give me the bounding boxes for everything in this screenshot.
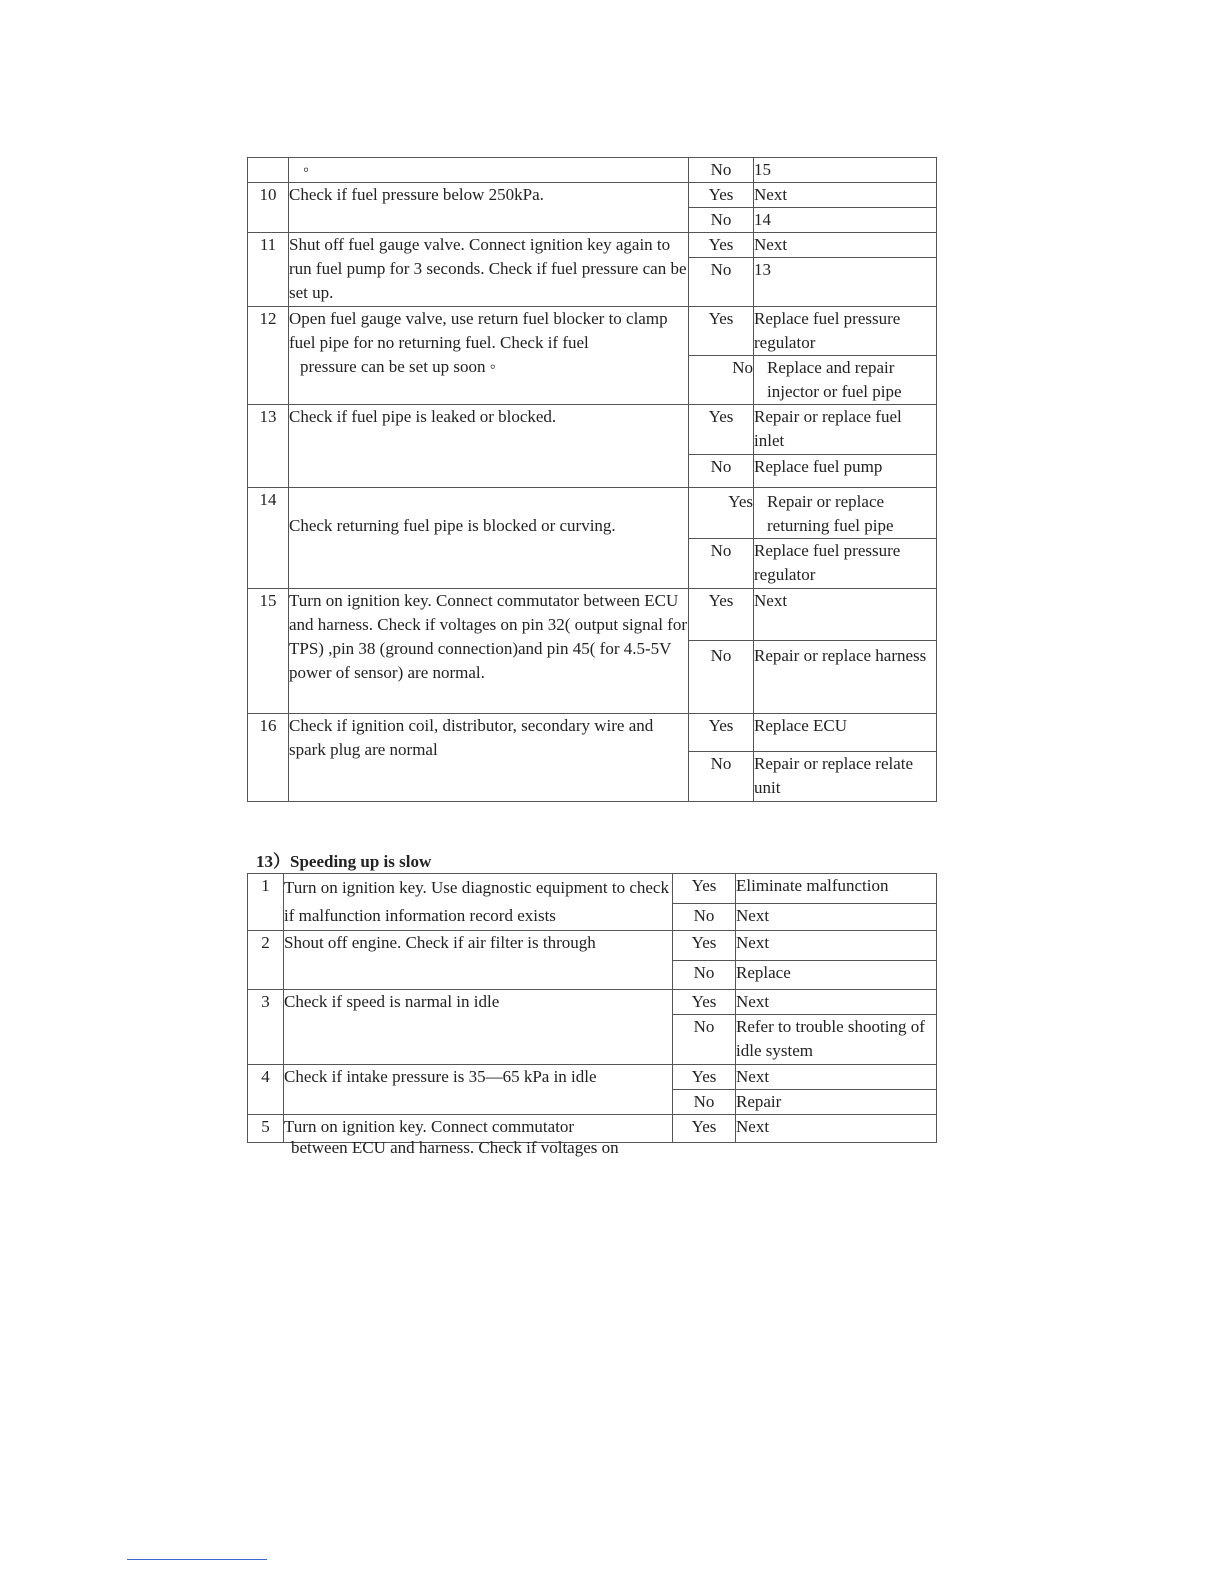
table-row	[248, 158, 937, 183]
step-description-line: Open fuel gauge valve, use return fuel blocker to clamp fuel pipe for no returning fuel. Check if fuel	[289, 309, 668, 352]
answer-label: No	[689, 455, 754, 488]
answer-label: No	[689, 752, 754, 802]
step-number: 14	[248, 488, 289, 589]
answer-result: Next	[736, 904, 937, 931]
answer-label: No	[689, 158, 754, 183]
answer-result: Repair or replace fuel inlet	[754, 405, 937, 455]
answer-label: Yes	[689, 183, 754, 208]
step-number: 13	[248, 405, 289, 488]
step-description	[289, 307, 689, 405]
answer-label: No	[673, 904, 736, 931]
answer-result: Refer to trouble shooting of idle system	[736, 1015, 937, 1065]
table-row	[248, 405, 937, 455]
step-description: Check returning fuel pipe is blocked or curving.	[289, 488, 689, 589]
answer-result: Next	[736, 1065, 937, 1090]
answer-label: No	[689, 208, 754, 233]
answer-label: No	[689, 356, 754, 405]
answer-result: Next	[754, 589, 937, 641]
answer-result: Replace fuel pump	[754, 455, 937, 488]
answer-label: Yes	[689, 488, 754, 539]
answer-result: Repair or replace returning fuel pipe	[754, 488, 937, 539]
troubleshooting-table	[247, 873, 937, 1143]
step-number: 2	[248, 931, 284, 990]
answer-label: Yes	[673, 1115, 736, 1143]
section-title: 13）Speeding up is slow	[256, 852, 432, 871]
step-number: 15	[248, 589, 289, 714]
step-description: ◦	[289, 158, 689, 183]
step-description: Turn on ignition key. Connect commutator between ECU and harness. Check if voltages on pin 32( output signal for TPS) ,pin 38 (ground connection)and pin 45( for 4.5-5V power of sensor) are normal.	[289, 589, 689, 714]
table-row	[248, 183, 937, 208]
answer-result: Next	[736, 931, 937, 961]
answer-result: Replace ECU	[754, 714, 937, 752]
step-description: Turn on ignition key. Use diagnostic equipment to check if malfunction information record exists	[284, 874, 673, 931]
step-number: 10	[248, 183, 289, 233]
answer-result: Replace fuel pressure regulator	[754, 307, 937, 356]
answer-label: Yes	[689, 307, 754, 356]
answer-result: Next	[736, 990, 937, 1015]
table-row	[248, 233, 937, 258]
step-description-line: pressure can be set up soon ◦	[300, 357, 496, 376]
table-row	[248, 589, 937, 641]
step-description: Check if fuel pressure below 250kPa.	[289, 183, 689, 233]
step-description: Check if ignition coil, distributor, secondary wire and spark plug are normal	[289, 714, 689, 802]
answer-result: 14	[754, 208, 937, 233]
answer-label: Yes	[673, 990, 736, 1015]
step-number: 1	[248, 874, 284, 931]
step-number: 3	[248, 990, 284, 1065]
answer-label: No	[673, 1090, 736, 1115]
answer-label: Yes	[689, 714, 754, 752]
step-number: 5	[248, 1115, 284, 1143]
answer-result: Replace and repair injector or fuel pipe	[754, 356, 937, 405]
step-description: Check if intake pressure is 35—65 kPa in idle	[284, 1065, 673, 1115]
answer-result: Next	[736, 1115, 937, 1143]
answer-label: No	[689, 539, 754, 589]
answer-label: Yes	[673, 874, 736, 904]
troubleshooting-table-continued	[247, 157, 937, 802]
answer-result: Repair or replace relate unit	[754, 752, 937, 802]
footnote-divider	[127, 1559, 267, 1560]
table-row	[248, 714, 937, 752]
answer-label: No	[673, 961, 736, 990]
table-row	[248, 990, 937, 1015]
answer-result: Next	[754, 183, 937, 208]
answer-result: Repair	[736, 1090, 937, 1115]
answer-label: No	[689, 641, 754, 714]
answer-result: Replace	[736, 961, 937, 990]
step-description: Check if fuel pipe is leaked or blocked.	[289, 405, 689, 488]
table-row	[248, 488, 937, 539]
table-row	[248, 931, 937, 961]
answer-label: Yes	[689, 589, 754, 641]
step-description: Check if speed is narmal in idle	[284, 990, 673, 1065]
answer-label: Yes	[689, 405, 754, 455]
table-row	[248, 874, 937, 904]
table-row	[248, 307, 937, 356]
answer-label: Yes	[689, 233, 754, 258]
answer-label: Yes	[673, 1065, 736, 1090]
answer-result: Next	[754, 233, 937, 258]
answer-result: 13	[754, 258, 937, 307]
answer-result: Replace fuel pressure regulator	[754, 539, 937, 589]
answer-label: No	[673, 1015, 736, 1065]
step-description-continuation: between ECU and harness. Check if voltages on	[291, 1138, 619, 1157]
step-number: 16	[248, 714, 289, 802]
answer-result: Repair or replace harness	[754, 641, 937, 714]
step-number: 12	[248, 307, 289, 405]
step-number	[248, 158, 289, 183]
answer-result: Eliminate malfunction	[736, 874, 937, 904]
answer-result: 15	[754, 158, 937, 183]
step-description: Turn on ignition key. Connect commutator	[284, 1115, 673, 1143]
answer-label: No	[689, 258, 754, 307]
step-description: Shut off fuel gauge valve. Connect ignition key again to run fuel pump for 3 seconds. Check if fuel pressure can be set up.	[289, 233, 689, 307]
answer-label: Yes	[673, 931, 736, 961]
table-row	[248, 1065, 937, 1090]
step-number: 4	[248, 1065, 284, 1115]
step-number: 11	[248, 233, 289, 307]
step-description: Shout off engine. Check if air filter is through	[284, 931, 673, 990]
